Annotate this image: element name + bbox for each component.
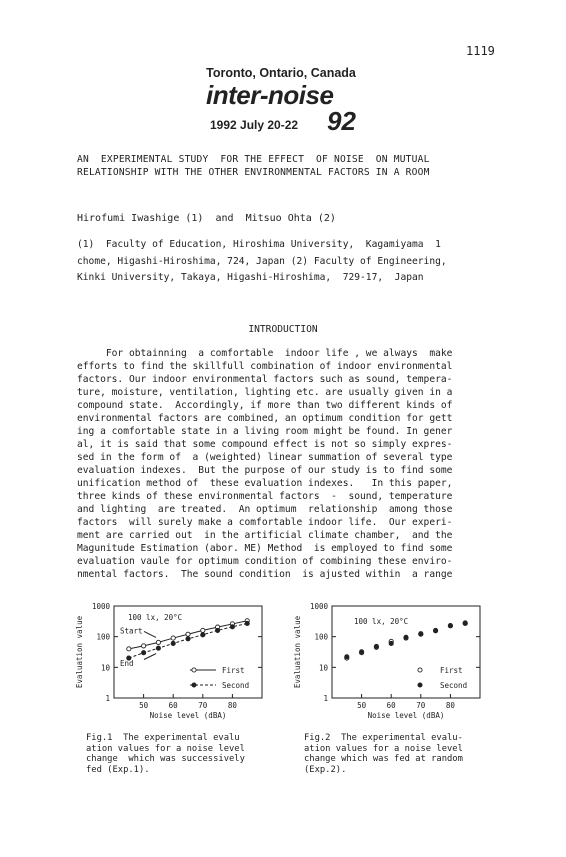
- legend-label: First: [222, 666, 245, 675]
- data-point: [216, 628, 220, 632]
- caption-line: change which was successively: [86, 754, 245, 764]
- data-point: [171, 641, 175, 645]
- y-axis-label: Evaluation value: [75, 615, 84, 689]
- body-line: factors will surely make a comfortable indoor life. Our experi-: [77, 517, 453, 528]
- x-axis-label: Noise level (dBA): [149, 711, 227, 720]
- data-point: [201, 633, 205, 637]
- y-tick-label: 1: [323, 694, 328, 703]
- legend-label: Second: [222, 681, 250, 690]
- body-line: ture, moisture, ventilation, lighting etc. are usually given in a: [77, 387, 453, 398]
- y-axis-label: Evaluation value: [293, 615, 302, 689]
- y-tick-label: 1000: [309, 602, 328, 611]
- data-point: [463, 621, 467, 625]
- data-point: [448, 624, 452, 628]
- x-tick-label: 70: [416, 701, 426, 710]
- data-point: [186, 637, 190, 641]
- y-tick-label: 100: [96, 632, 110, 642]
- body-line: al, it is said that some compound effect is not so simply expres-: [77, 439, 453, 450]
- y-tick-label: 10: [100, 663, 110, 673]
- data-point: [230, 625, 234, 629]
- caption-line: (Exp.2).: [304, 764, 347, 775]
- body-line: efforts to find the skillfull combination of indoor environmental: [77, 361, 453, 372]
- affiliation-line: Kinki University, Takaya, Higashi-Hiroshima, 729-17, Japan: [77, 272, 424, 283]
- body-line: and lighting are treated. An optimum relationship among those: [77, 504, 453, 515]
- body-line: environmental factors are combined, an optimum condition for gett: [77, 413, 453, 424]
- conference-date: 1992 July 20-22: [210, 118, 299, 132]
- y-tick-label: 1: [105, 694, 110, 703]
- body-line: evaluation vaule for optimum condition of combining these enviro-: [77, 556, 453, 567]
- conference-location: Toronto, Ontario, Canada: [206, 66, 356, 80]
- figure-1-chart: [72, 598, 272, 728]
- data-point: [245, 621, 249, 625]
- data-point: [389, 641, 393, 645]
- data-point: [360, 650, 364, 654]
- caption-line: change which was fed at random: [304, 754, 463, 764]
- x-tick-label: 50: [139, 701, 149, 710]
- x-tick-label: 60: [168, 701, 178, 710]
- body-text: [77, 347, 497, 581]
- data-point: [142, 651, 146, 655]
- figure-2: [290, 598, 490, 733]
- caption-line: Fig.1 The experimental evalu: [86, 733, 240, 743]
- data-point: [171, 636, 175, 640]
- data-point: [374, 644, 378, 648]
- end-arrow: [144, 654, 156, 660]
- data-point: [186, 632, 190, 636]
- body-line: evaluation indexes. But the purpose of our study is to find some: [77, 465, 453, 476]
- legend-marker: [192, 683, 196, 687]
- affiliation-line: chome, Higashi-Hiroshima, 724, Japan (2) Faculty of Engineering,: [77, 255, 447, 267]
- start-arrow: [144, 631, 156, 637]
- figure-1-caption: [86, 733, 245, 775]
- x-tick-label: 50: [357, 701, 367, 710]
- title-line: RELATIONSHIP WITH THE OTHER ENVIRONMENTAL FACTORS IN A ROOM: [77, 167, 430, 178]
- page-number: 1119: [466, 44, 495, 58]
- annotation-start: Start: [120, 626, 143, 636]
- body-line: nmental factors. The sound condition is ajusted within a range: [77, 569, 453, 580]
- data-point: [127, 647, 131, 651]
- body-line: unification method of these evaluation indexes. In this paper,: [77, 478, 453, 489]
- legend-marker: [418, 683, 422, 687]
- body-line: ing a comfortable state in a living room might be found. In gener: [77, 426, 453, 437]
- authors: Hirofumi Iwashige (1) and Mitsuo Ohta (2): [77, 213, 336, 224]
- figure-2-chart: [290, 598, 490, 728]
- conference-year: 92: [327, 106, 356, 136]
- condition-label: 100 lx, 20°C: [128, 613, 183, 622]
- legend-label: Second: [440, 681, 468, 690]
- body-line: compound state. Accordingly, if more than two different kinds of: [77, 400, 453, 411]
- caption-line: ation values for a noise level: [304, 743, 463, 754]
- body-line: factors. Our indoor environmental factors such as sound, tempera-: [77, 374, 453, 385]
- data-point: [345, 655, 349, 659]
- figure-2-caption: [304, 733, 463, 775]
- y-tick-label: 10: [318, 663, 328, 673]
- paper-title: [77, 153, 430, 179]
- legend-label: First: [440, 666, 463, 675]
- caption-line: ation values for a noise level: [86, 743, 245, 754]
- y-tick-label: 1000: [91, 602, 110, 611]
- x-tick-label: 80: [445, 701, 455, 710]
- condition-label: 100 lx, 20°C: [354, 617, 409, 626]
- x-axis-label: Noise level (dBA): [367, 711, 445, 720]
- figure-1: [72, 598, 272, 733]
- data-point: [434, 628, 438, 632]
- body-line: Magunitude Estimation (abor. ME) Method is employed to find some: [77, 543, 453, 554]
- legend-marker: [418, 668, 422, 672]
- data-point: [404, 635, 408, 639]
- caption-line: Fig.2 The experimental evalu-: [304, 733, 463, 743]
- affiliations: [77, 237, 497, 287]
- affiliation-line: (1) Faculty of Education, Hiroshima University, Kagamiyama 1: [77, 239, 441, 250]
- body-line: ment are carried out in the artificial climate chamber, and the: [77, 530, 453, 541]
- legend-marker: [192, 668, 196, 672]
- data-point: [419, 632, 423, 636]
- x-tick-label: 80: [227, 701, 237, 710]
- body-line: three kinds of these environmental factors - sound, temperature: [77, 491, 453, 502]
- title-line: AN EXPERIMENTAL STUDY FOR THE EFFECT OF NOISE ON MUTUAL: [77, 154, 430, 165]
- x-tick-label: 70: [198, 701, 208, 710]
- body-line: sed in the form of a (weighted) linear summation of several type: [77, 452, 453, 463]
- caption-line: fed (Exp.1).: [86, 764, 150, 775]
- data-point: [142, 644, 146, 648]
- data-point: [156, 640, 160, 644]
- data-point: [201, 628, 205, 632]
- annotation-end: End: [120, 658, 134, 668]
- y-tick-label: 100: [314, 632, 328, 642]
- section-heading: INTRODUCTION: [248, 324, 318, 335]
- data-point: [156, 646, 160, 650]
- body-line: For obtainning a comfortable indoor life , we always make: [77, 348, 453, 359]
- conference-logo: inter-noise: [206, 80, 334, 110]
- x-tick-label: 60: [386, 701, 396, 710]
